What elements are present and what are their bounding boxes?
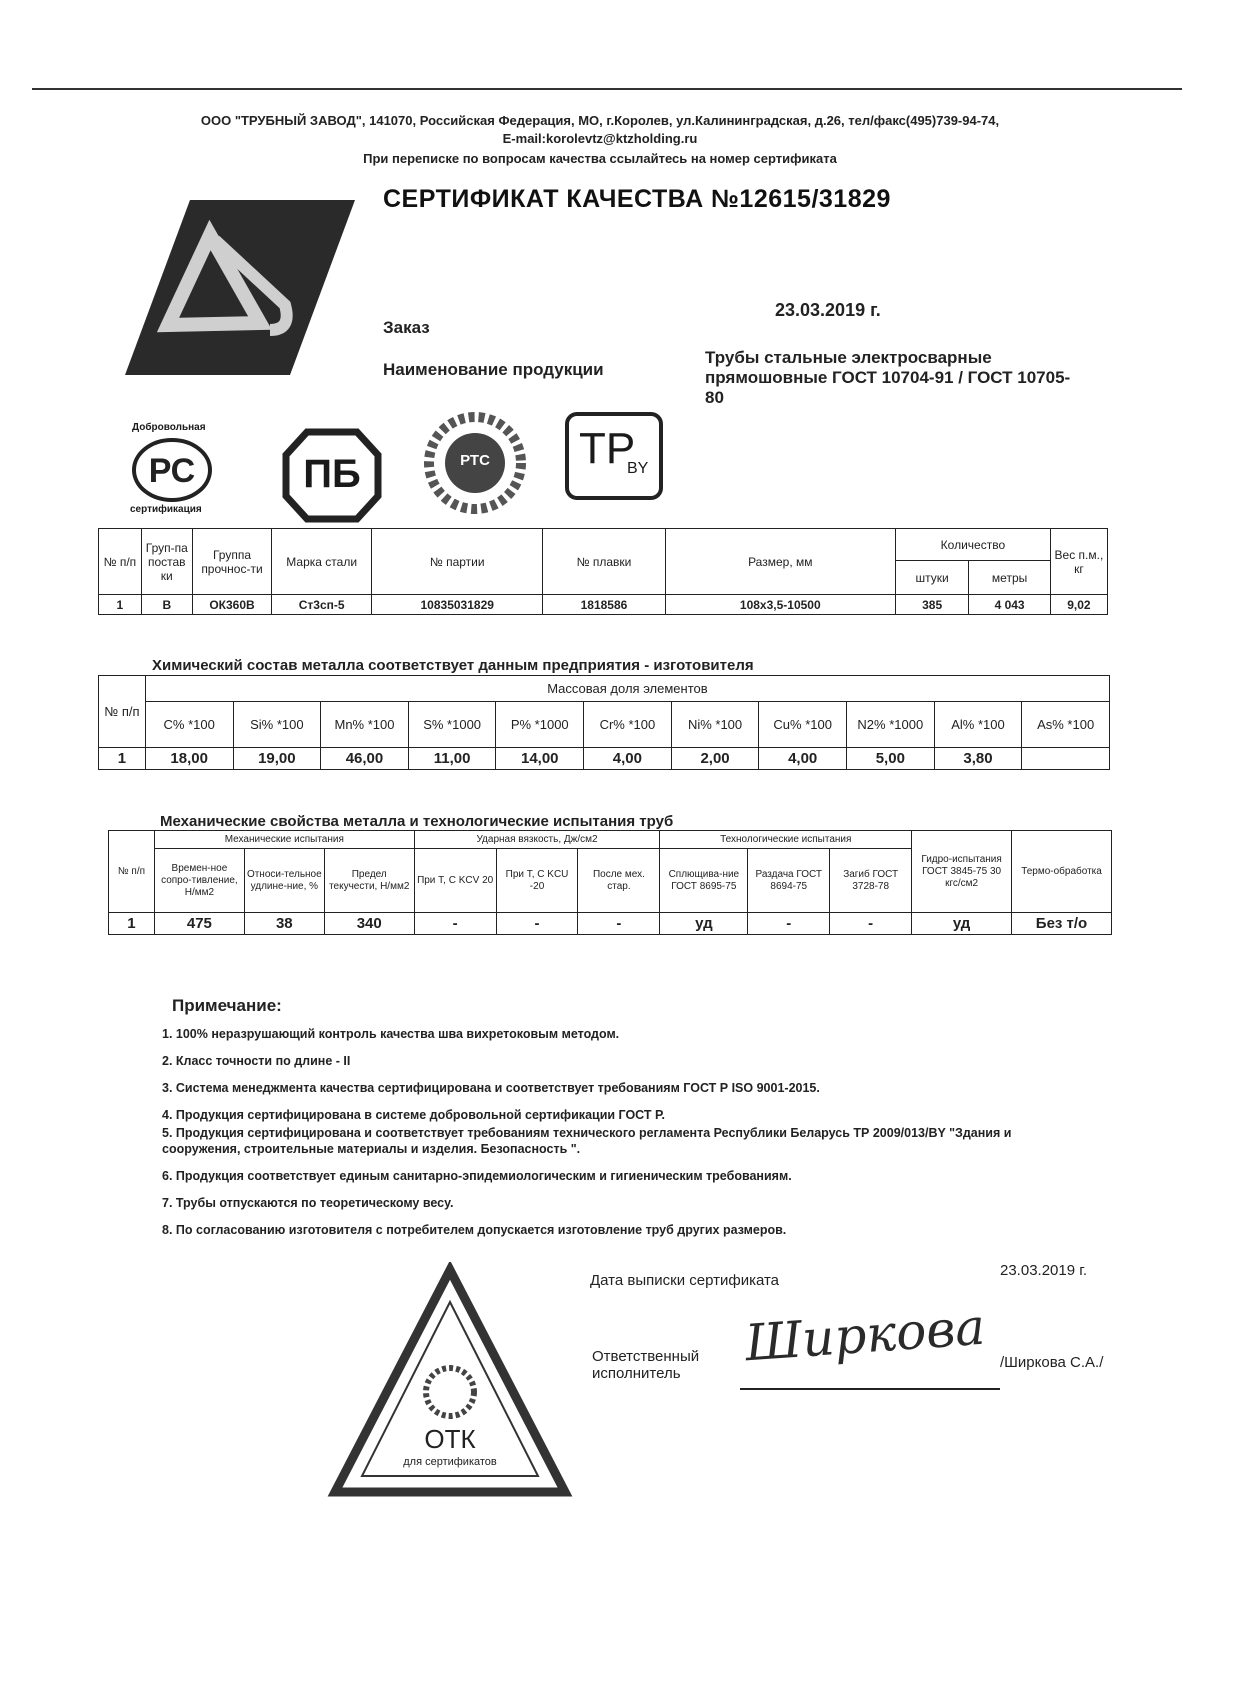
tr-by-logo — [565, 412, 663, 500]
cell-batch: 10835031829 — [372, 595, 543, 615]
mech-col-num: № п/п — [109, 831, 155, 913]
mech-cell-elongation: 38 — [244, 913, 324, 935]
table-row — [99, 595, 1108, 615]
cell-size: 108x3,5-10500 — [665, 595, 895, 615]
responsible-label-line-2: исполнитель — [592, 1365, 681, 1382]
chem-cell-value: 14,00 — [496, 748, 584, 770]
mechanical-caption: Механические свойства металла и технологические испытания труб — [160, 813, 674, 830]
mechanical-table — [108, 830, 1112, 935]
note-item: 7. Трубы отпускаются по теоретическому весу. — [162, 1196, 454, 1210]
mech-cell-after-aging: - — [578, 913, 660, 935]
company-address: ООО "ТРУБНЫЙ ЗАВОД", 141070, Российская Федерация, МО, г.Королев, ул.Калининградская, д.26, тел/факс(495)739-94-74, — [200, 113, 1000, 128]
chem-col-element: Ni% *100 — [671, 702, 759, 748]
chem-cell-value: 18,00 — [145, 748, 233, 770]
col-batch: № партии — [372, 529, 543, 595]
cell-steel-grade: Ст3сп-5 — [272, 595, 372, 615]
note-item: 8. По согласованию изготовителя с потребителем допускается изготовление труб других размеров. — [162, 1223, 787, 1237]
cell-pieces: 385 — [895, 595, 968, 615]
note-item: 1. 100% неразрушающий контроль качества шва вихретоковым методом. — [162, 1027, 620, 1041]
impact-group-header: Ударная вязкость, Дж/см2 — [414, 831, 660, 849]
chemical-table — [98, 675, 1110, 770]
col-pieces: штуки — [895, 561, 968, 595]
chem-col-element: Mn% *100 — [321, 702, 409, 748]
mech-cell-flattening: уд — [660, 913, 748, 935]
otk-stamp-sublabel: для сертификатов — [403, 1456, 497, 1468]
col-steel-grade: Марка стали — [272, 529, 372, 595]
cell-weight: 9,02 — [1050, 595, 1107, 615]
note-item: 5. Продукция сертифицирована и соответствует требованиям технического регламента Республики Беларусь ТР 2009/013/BY "Здания и сооружения, строительные материалы и изделия. Безопасность ". — [162, 1126, 1012, 1156]
col-num: № п/п — [99, 529, 142, 595]
rs-certification-logo — [112, 420, 232, 520]
chem-cell-value: 46,00 — [321, 748, 409, 770]
chem-cell-value: 3,80 — [934, 748, 1022, 770]
mech-cell-heat-treat: Без т/о — [1012, 913, 1112, 935]
chem-cell-value — [1022, 748, 1110, 770]
note-item: 4. Продукция сертифицирована в системе добровольной сертификации ГОСТ Р. — [162, 1108, 665, 1122]
note-item: 3. Система менеджмента качества сертифицирована и соответствует требованиям ГОСТ Р ISO 9001-2015. — [162, 1081, 820, 1095]
issue-date: 23.03.2019 г. — [1000, 1262, 1088, 1279]
col-size: Размер, мм — [665, 529, 895, 595]
mech-cell-kcv: - — [414, 913, 496, 935]
product-table — [98, 528, 1108, 615]
mech-col-kcv: При Т, С KCV 20 — [414, 849, 496, 913]
svg-text:РС: РС — [148, 452, 196, 490]
tr-logo-subtext: BY — [627, 460, 649, 477]
company-logo — [120, 195, 360, 380]
col-strength-group: Группа прочнос-ти — [192, 529, 271, 595]
chem-cell-value: 19,00 — [233, 748, 321, 770]
tr-logo-text: TP — [579, 424, 636, 473]
chem-cell-value: 4,00 — [759, 748, 847, 770]
mech-cell-hydro: уд — [912, 913, 1012, 935]
chem-col-element: As% *100 — [1022, 702, 1110, 748]
notes-list — [162, 1026, 1082, 1249]
col-heat: № плавки — [543, 529, 665, 595]
mech-col-flattening: Сплющива-ние ГОСТ 8695-75 — [660, 849, 748, 913]
chem-cell-value: 2,00 — [671, 748, 759, 770]
mech-cell-yield: 340 — [324, 913, 414, 935]
chem-col-element: Si% *100 — [233, 702, 321, 748]
mech-col-expansion: Раздача ГОСТ 8694-75 — [748, 849, 830, 913]
otk-stamp — [325, 1262, 575, 1502]
company-email: E-mail:korolevtz@ktzholding.ru — [502, 131, 698, 146]
chem-col-element: Cu% *100 — [759, 702, 847, 748]
certificate-title: СЕРТИФИКАТ КАЧЕСТВА №12615/31829 — [383, 185, 891, 213]
responsible-name: /Ширкова С.А./ — [1000, 1354, 1104, 1371]
signature-line — [740, 1388, 1000, 1390]
tech-group-header: Технологические испытания — [660, 831, 912, 849]
handwritten-signature: Ширкова — [743, 1297, 987, 1373]
mech-col-heat-treat: Термо-обработка — [1012, 831, 1112, 913]
product-name: Трубы стальные электросварные прямошовные ГОСТ 10704-91 / ГОСТ 10705-80 — [705, 348, 1071, 407]
col-group-supply: Груп-па постав ки — [141, 529, 192, 595]
responsible-label — [592, 1348, 699, 1382]
cell-heat: 1818586 — [543, 595, 665, 615]
mech-cell-tensile: 475 — [154, 913, 244, 935]
mech-col-tensile: Времен-ное сопро-тивление, Н/мм2 — [154, 849, 244, 913]
table-row — [99, 748, 1110, 770]
chem-col-element: S% *1000 — [408, 702, 496, 748]
chem-col-element: C% *100 — [145, 702, 233, 748]
notes-title: Примечание: — [172, 996, 282, 1015]
mech-col-after-aging: После мех. стар. — [578, 849, 660, 913]
cell-group-supply: В — [141, 595, 192, 615]
otk-stamp-label: ОТК — [424, 1424, 476, 1454]
rts-logo-text: РТС — [460, 452, 490, 469]
chemical-caption: Химический состав металла соответствует данным предприятия - изготовителя — [152, 657, 754, 674]
chem-cell-value: 5,00 — [847, 748, 935, 770]
order-label: Заказ — [383, 318, 430, 337]
chem-cell-value: 4,00 — [584, 748, 672, 770]
mech-group-header: Механические испытания — [154, 831, 414, 849]
col-meters: метры — [969, 561, 1051, 595]
pb-logo-text: ПБ — [303, 452, 361, 496]
mech-col-hydro: Гидро-испытания ГОСТ 3845-75 30 кгс/см2 — [912, 831, 1012, 913]
mech-cell-expansion: - — [748, 913, 830, 935]
chem-col-element: P% *1000 — [496, 702, 584, 748]
note-item: 2. Класс точности по длине - II — [162, 1054, 351, 1068]
product-label: Наименование продукции — [383, 360, 604, 379]
note-item: 6. Продукция соответствует единым санитарно-эпидемиологическим и гигиеническим требованиям. — [162, 1169, 792, 1183]
rs-logo-top-text: Добровольная — [132, 422, 206, 433]
cell-meters: 4 043 — [969, 595, 1051, 615]
table-row — [109, 913, 1112, 935]
chem-col-element: N2% *1000 — [847, 702, 935, 748]
cell-strength-group: ОК360В — [192, 595, 271, 615]
col-quantity: Количество — [895, 529, 1050, 561]
mech-col-kcu: При Т, С KCU -20 — [496, 849, 578, 913]
rs-logo-bottom-text: сертификация — [130, 504, 202, 515]
chem-col-element: Al% *100 — [934, 702, 1022, 748]
mech-cell-num: 1 — [109, 913, 155, 935]
rts-logo — [420, 408, 530, 518]
reference-note: При переписке по вопросам качества ссылайтесь на номер сертификата — [363, 151, 837, 166]
cell-num: 1 — [99, 595, 142, 615]
pb-logo — [282, 428, 382, 523]
chem-col-num: № п/п — [99, 676, 146, 748]
chem-cell-value: 11,00 — [408, 748, 496, 770]
chem-group-header: Массовая доля элементов — [145, 676, 1109, 702]
chem-cell-num: 1 — [99, 748, 146, 770]
issue-date-label: Дата выписки сертификата — [590, 1272, 780, 1289]
mech-col-bend: Загиб ГОСТ 3728-78 — [830, 849, 912, 913]
responsible-label-line-1: Ответственный — [592, 1348, 700, 1365]
col-weight: Вес п.м., кг — [1050, 529, 1107, 595]
mech-col-yield: Предел текучести, Н/мм2 — [324, 849, 414, 913]
mech-col-elongation: Относи-тельное удлине-ние, % — [244, 849, 324, 913]
mech-cell-kcu: - — [496, 913, 578, 935]
mech-cell-bend: - — [830, 913, 912, 935]
chem-col-element: Cr% *100 — [584, 702, 672, 748]
certificate-date: 23.03.2019 г. — [775, 300, 881, 320]
top-rule — [32, 88, 1182, 90]
